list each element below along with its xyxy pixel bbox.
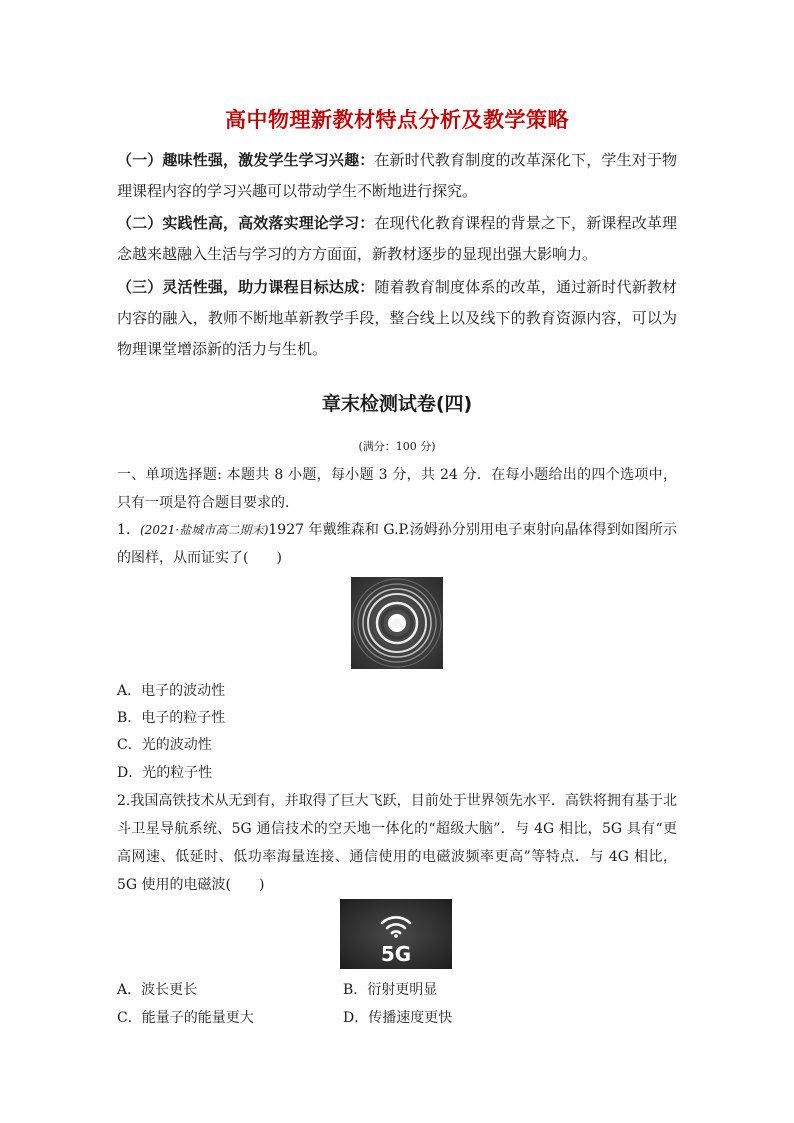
question-1-option-a: A．电子的波动性 bbox=[117, 683, 226, 699]
question-1-number: 1． bbox=[117, 522, 141, 538]
page-title: 高中物理新教材特点分析及教学策略 bbox=[225, 108, 569, 132]
question-2-option-c: C．能量子的能量更大 bbox=[117, 1010, 254, 1026]
question-2-option-b: B．衍射更明显 bbox=[343, 982, 438, 998]
intro-paragraph-3 bbox=[117, 272, 677, 365]
intro-paragraph-1 bbox=[117, 145, 677, 207]
intro-text-3: 随着教育制度体系的改革，通过新时代新教材内容的融入，教师不断地革新教学手段，整合线上以及线下的教育资源内容，可以为物理课堂增添新的活力与生机。 bbox=[117, 278, 677, 358]
question-1-text: 1927 年戴维森和 G.P.汤姆孙分别用电子束射向晶体得到如图所示的图样，从而证实了( ) bbox=[117, 522, 677, 566]
diffraction-pattern-image bbox=[351, 577, 443, 669]
intro-heading-3: （三）灵活性强，助力课程目标达成： bbox=[117, 278, 375, 296]
intro-heading-1: （一）趣味性强，激发学生学习兴趣： bbox=[117, 151, 375, 169]
question-1-source: (2021·盐城市高二期末) bbox=[140, 523, 269, 537]
exam-score: (满分：100 分) bbox=[358, 440, 436, 453]
question-1-option-c: C．光的波动性 bbox=[117, 737, 212, 753]
question-2-option-d: D．传播速度更快 bbox=[343, 1010, 453, 1026]
exam-title: 章末检测试卷(四) bbox=[321, 393, 473, 415]
5g-image bbox=[340, 899, 452, 969]
5g-label: 5G bbox=[380, 942, 412, 966]
question-2-text: 2.我国高铁技术从无到有，并取得了巨大飞跃，目前处于世界领先水平．高铁将拥有基于北斗卫星导航系统、5G 通信技术的空天地一体化的“超级大脑”．与 4G 相比，5G 具有“更高网速、低延时、低功率海量连接、通信使用的电磁波频率更高”等特点．与 4G 相比，5G 使用的电磁波( ) bbox=[117, 793, 677, 893]
intro-heading-2: （二）实践性高，高效落实理论学习： bbox=[117, 214, 375, 232]
section-instructions: 一、单项选择题: 本题共 8 小题，每小题 3 分，共 24 分．在每小题给出的四个选项中，只有一项是符合题目要求的． bbox=[117, 467, 677, 511]
intro-paragraph-2 bbox=[117, 208, 677, 270]
intro-text-2: 在现代化教育课程的背景之下，新课程改革理念越来越融入生活与学习的方方面面，新教材逐步的显现出强大影响力。 bbox=[117, 214, 677, 263]
question-1-option-b: B．电子的粒子性 bbox=[117, 710, 226, 726]
question-1-option-d: D．光的粒子性 bbox=[117, 765, 213, 781]
intro-text-1: 在新时代教育制度的改革深化下，学生对于物理课程内容的学习兴趣可以带动学生不断地进行探究。 bbox=[117, 151, 677, 200]
question-2-option-a: A．波长更长 bbox=[117, 982, 198, 998]
question-1 bbox=[117, 516, 677, 572]
